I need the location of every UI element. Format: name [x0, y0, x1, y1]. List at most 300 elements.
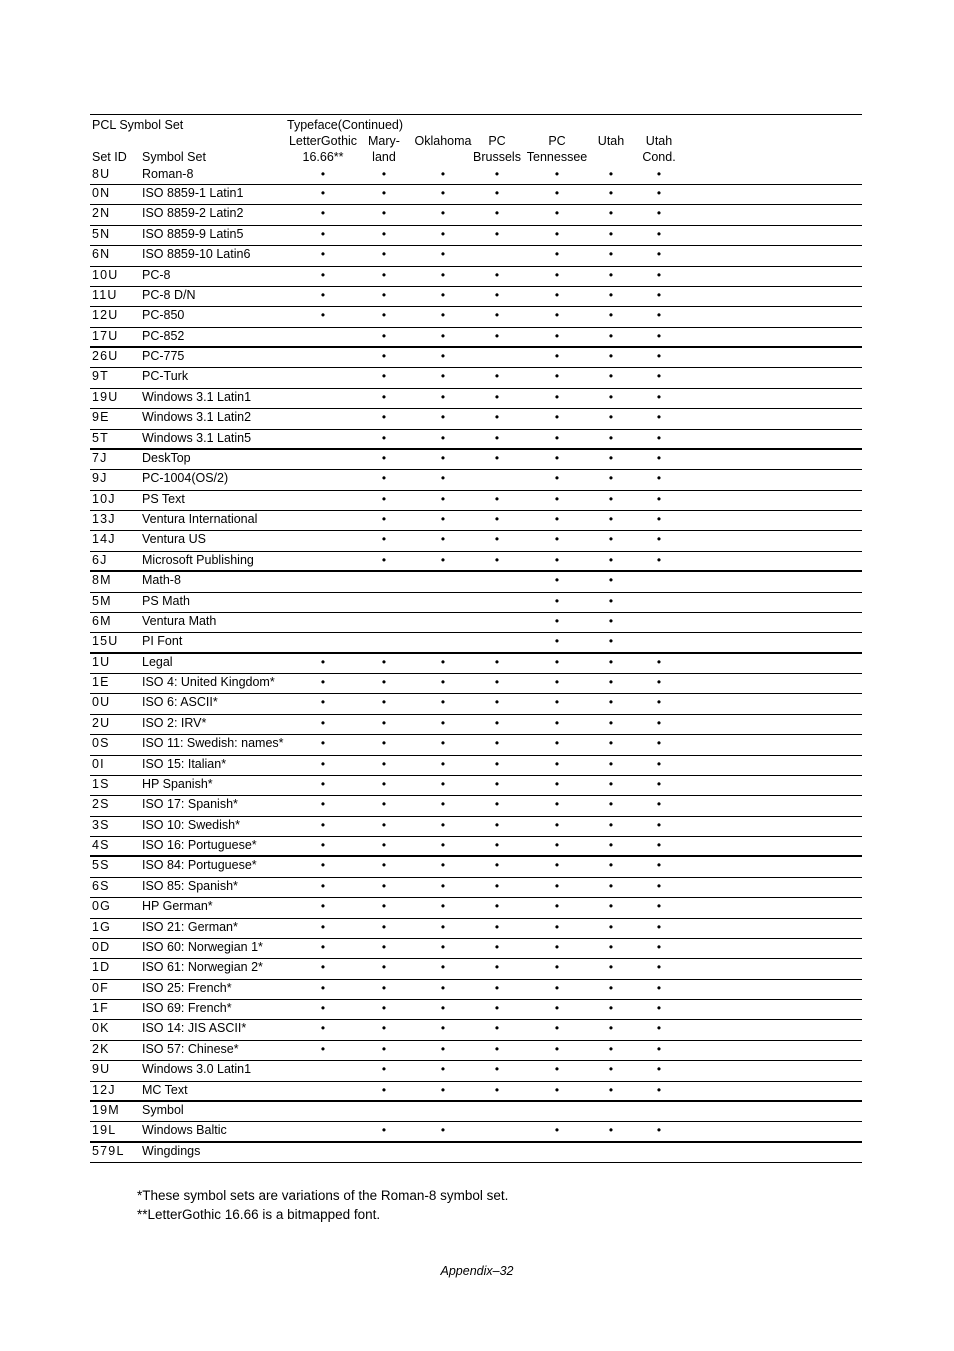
support-bullet-lettergothic: •	[320, 247, 326, 262]
symbol-set-cell: Windows 3.1 Latin5	[142, 430, 252, 445]
symbol-set-cell: Windows 3.1 Latin1	[142, 389, 252, 404]
symbol-set-cell: Microsoft Publishing	[142, 552, 254, 567]
support-bullet-utah: •	[608, 532, 614, 547]
symbol-set-cell: ISO 25: French*	[142, 980, 232, 995]
symbol-set-cell: Symbol	[142, 1102, 184, 1117]
support-bullet-pc-tennessee: •	[554, 328, 560, 343]
symbol-set-cell: PC-8	[142, 267, 171, 282]
support-bullet-maryland: •	[381, 675, 387, 689]
set-id-cell: 0F	[92, 980, 109, 995]
support-bullet-oklahoma: •	[440, 389, 446, 404]
footnote-lettergothic: **LetterGothic 16.66 is a bitmapped font.	[137, 1207, 381, 1222]
set-id-cell: 4S	[92, 838, 110, 852]
symbol-set-cell: DeskTop	[142, 450, 191, 465]
support-bullet-maryland: •	[381, 736, 387, 751]
support-bullet-pc-tennessee: •	[554, 1041, 560, 1056]
table-row	[90, 205, 862, 225]
symbol-set-cell: ISO 11: Swedish: names*	[142, 736, 284, 751]
footnote-roman8: *These symbol sets are variations of the Roman-8 symbol set.	[137, 1188, 509, 1203]
symbol-set-cell: Windows 3.1 Latin2	[142, 410, 252, 425]
table-row	[90, 817, 862, 837]
table-row	[90, 246, 862, 266]
support-bullet-oklahoma: •	[440, 797, 446, 812]
set-id-cell: 26U	[92, 349, 119, 363]
support-bullet-oklahoma: •	[440, 736, 446, 751]
table-row	[90, 1102, 862, 1122]
set-id-cell: 19L	[92, 1123, 117, 1138]
support-bullet-pc-brussels: •	[494, 450, 500, 465]
symbol-set-cell: PS Math	[142, 593, 190, 608]
support-bullet-maryland: •	[381, 267, 387, 282]
set-id-cell: 9T	[92, 369, 109, 384]
support-bullet-maryland: •	[381, 980, 387, 995]
support-bullet-utah: •	[608, 858, 614, 873]
support-bullet-utah: •	[608, 226, 614, 241]
set-id-cell: 8M	[92, 573, 112, 588]
support-bullet-maryland: •	[381, 328, 387, 343]
support-bullet-utah: •	[608, 491, 614, 506]
set-id-cell: 1F	[92, 1001, 109, 1015]
support-bullet-oklahoma: •	[440, 1041, 446, 1056]
symbol-set-cell: ISO 10: Swedish*	[142, 817, 240, 832]
symbol-set-cell: PS Text	[142, 491, 185, 506]
support-bullet-maryland: •	[381, 471, 387, 486]
support-bullet-oklahoma: •	[440, 247, 446, 262]
set-id-cell: 5M	[92, 593, 112, 608]
support-bullet-maryland: •	[381, 899, 387, 914]
support-bullet-utah-cond: •	[656, 1123, 662, 1138]
support-bullet-lettergothic: •	[320, 797, 326, 812]
symbol-set-cell: Ventura International	[142, 512, 258, 526]
set-id-cell: 1S	[92, 776, 110, 791]
symbol-set-cell: PC-850	[142, 308, 185, 323]
support-bullet-pc-brussels: •	[494, 899, 500, 914]
table-row	[90, 1000, 862, 1020]
col-header-pc-tennessee-sub: Tennessee	[526, 150, 588, 164]
set-id-cell: 0N	[92, 186, 111, 200]
support-bullet-utah-cond: •	[656, 695, 662, 710]
col-header-maryland-sub: land	[372, 150, 396, 164]
support-bullet-lettergothic: •	[320, 756, 326, 771]
support-bullet-utah: •	[608, 817, 614, 832]
support-bullet-utah-cond: •	[656, 532, 662, 547]
support-bullet-utah: •	[608, 980, 614, 995]
support-bullet-oklahoma: •	[440, 328, 446, 343]
support-bullet-lettergothic: •	[320, 695, 326, 710]
support-bullet-utah-cond: •	[656, 552, 662, 567]
support-bullet-utah-cond: •	[656, 186, 662, 200]
symbol-set-cell: Legal	[142, 654, 173, 669]
symbol-set-cell: ISO 14: JIS ASCII*	[142, 1021, 247, 1036]
set-id-cell: 12J	[92, 1082, 116, 1097]
support-bullet-pc-tennessee: •	[554, 756, 560, 771]
set-id-cell: 0I	[92, 756, 105, 771]
support-bullet-utah: •	[608, 878, 614, 893]
support-bullet-pc-brussels: •	[494, 410, 500, 425]
support-bullet-pc-brussels: •	[494, 715, 500, 730]
support-bullet-utah: •	[608, 634, 614, 649]
support-bullet-utah: •	[608, 389, 614, 404]
support-bullet-maryland: •	[381, 715, 387, 730]
col-header-utah: Utah	[597, 134, 625, 148]
set-id-cell: 0U	[92, 695, 111, 710]
table-row	[90, 898, 862, 918]
support-bullet-lettergothic: •	[320, 776, 326, 791]
symbol-set-cell: ISO 2: IRV*	[142, 715, 207, 730]
support-bullet-oklahoma: •	[440, 695, 446, 710]
support-bullet-pc-brussels: •	[494, 1062, 500, 1077]
support-bullet-pc-brussels: •	[494, 1001, 500, 1015]
support-bullet-utah: •	[608, 1041, 614, 1056]
set-id-cell: 2U	[92, 715, 111, 730]
set-id-cell: 10U	[92, 267, 119, 282]
support-bullet-maryland: •	[381, 1041, 387, 1056]
support-bullet-pc-brussels: •	[494, 756, 500, 771]
set-id-cell: 6J	[92, 552, 108, 567]
support-bullet-pc-brussels: •	[494, 1082, 500, 1097]
support-bullet-pc-tennessee: •	[554, 532, 560, 547]
support-bullet-pc-brussels: •	[494, 919, 500, 934]
table-row	[90, 470, 862, 490]
support-bullet-utah: •	[608, 349, 614, 363]
support-bullet-utah: •	[608, 736, 614, 751]
support-bullet-utah: •	[608, 430, 614, 445]
set-id-cell: 7J	[92, 450, 108, 465]
support-bullet-lettergothic: •	[320, 939, 326, 954]
support-bullet-oklahoma: •	[440, 167, 446, 181]
set-id-cell: 6N	[92, 247, 111, 262]
support-bullet-utah: •	[608, 167, 614, 181]
support-bullet-maryland: •	[381, 1001, 387, 1015]
support-bullet-lettergothic: •	[320, 960, 326, 975]
support-bullet-oklahoma: •	[440, 430, 446, 445]
symbol-set-cell: ISO 17: Spanish*	[142, 797, 238, 812]
support-bullet-pc-tennessee: •	[554, 186, 560, 200]
support-bullet-lettergothic: •	[320, 736, 326, 751]
set-id-cell: 12U	[92, 308, 119, 323]
support-bullet-utah: •	[608, 206, 614, 221]
symbol-set-cell: Ventura Math	[142, 613, 217, 628]
support-bullet-pc-tennessee: •	[554, 450, 560, 465]
support-bullet-maryland: •	[381, 654, 387, 669]
col-header-pc-tennessee: PC	[548, 134, 566, 148]
support-bullet-maryland: •	[381, 817, 387, 832]
symbol-set-table	[90, 166, 862, 1163]
table-row	[90, 633, 862, 653]
support-bullet-maryland: •	[381, 369, 387, 384]
table-row	[90, 857, 862, 877]
table-row	[90, 307, 862, 327]
support-bullet-pc-tennessee: •	[554, 776, 560, 791]
support-bullet-utah: •	[608, 267, 614, 282]
support-bullet-pc-tennessee: •	[554, 960, 560, 975]
support-bullet-maryland: •	[381, 308, 387, 323]
support-bullet-lettergothic: •	[320, 186, 326, 200]
set-id-cell: 2S	[92, 797, 110, 812]
support-bullet-utah: •	[608, 450, 614, 465]
symbol-set-cell: ISO 61: Norwegian 2*	[142, 960, 263, 975]
support-bullet-utah-cond: •	[656, 736, 662, 751]
table-row	[90, 878, 862, 898]
support-bullet-pc-tennessee: •	[554, 491, 560, 506]
support-bullet-lettergothic: •	[320, 267, 326, 282]
set-id-cell: 6S	[92, 878, 110, 893]
support-bullet-utah: •	[608, 756, 614, 771]
table-row	[90, 776, 862, 796]
support-bullet-maryland: •	[381, 247, 387, 262]
symbol-set-cell: ISO 85: Spanish*	[142, 878, 238, 893]
support-bullet-lettergothic: •	[320, 1001, 326, 1015]
symbol-set-cell: ISO 15: Italian*	[142, 756, 227, 771]
support-bullet-lettergothic: •	[320, 919, 326, 934]
support-bullet-pc-brussels: •	[494, 167, 500, 181]
support-bullet-lettergothic: •	[320, 287, 326, 302]
support-bullet-oklahoma: •	[440, 532, 446, 547]
table-row	[90, 1082, 862, 1102]
support-bullet-utah-cond: •	[656, 450, 662, 465]
symbol-set-cell: HP Spanish*	[142, 776, 213, 791]
support-bullet-utah-cond: •	[656, 491, 662, 506]
table-row	[90, 348, 862, 368]
table-row	[90, 166, 862, 185]
support-bullet-pc-brussels: •	[494, 980, 500, 995]
support-bullet-maryland: •	[381, 776, 387, 791]
support-bullet-oklahoma: •	[440, 450, 446, 465]
support-bullet-utah-cond: •	[656, 919, 662, 934]
support-bullet-utah: •	[608, 410, 614, 425]
support-bullet-utah-cond: •	[656, 899, 662, 914]
support-bullet-lettergothic: •	[320, 980, 326, 995]
symbol-set-cell: ISO 8859-1 Latin1	[142, 186, 244, 200]
set-id-cell: 11U	[92, 287, 118, 302]
support-bullet-lettergothic: •	[320, 1041, 326, 1056]
support-bullet-utah-cond: •	[656, 1021, 662, 1036]
symbol-set-cell: PI Font	[142, 634, 183, 649]
table-row	[90, 715, 862, 735]
support-bullet-maryland: •	[381, 410, 387, 425]
support-bullet-utah-cond: •	[656, 1082, 662, 1097]
support-bullet-pc-tennessee: •	[554, 471, 560, 486]
support-bullet-pc-tennessee: •	[554, 349, 560, 363]
support-bullet-utah: •	[608, 369, 614, 384]
table-row	[90, 1122, 862, 1142]
support-bullet-lettergothic: •	[320, 858, 326, 873]
support-bullet-utah: •	[608, 675, 614, 689]
support-bullet-utah-cond: •	[656, 1041, 662, 1056]
table-row	[90, 919, 862, 939]
support-bullet-utah-cond: •	[656, 369, 662, 384]
support-bullet-maryland: •	[381, 939, 387, 954]
support-bullet-utah-cond: •	[656, 287, 662, 302]
support-bullet-utah: •	[608, 1062, 614, 1077]
support-bullet-pc-brussels: •	[494, 654, 500, 669]
support-bullet-utah-cond: •	[656, 308, 662, 323]
symbol-set-cell: ISO 16: Portuguese*	[142, 838, 257, 852]
support-bullet-pc-brussels: •	[494, 552, 500, 567]
support-bullet-pc-tennessee: •	[554, 817, 560, 832]
support-bullet-pc-brussels: •	[494, 369, 500, 384]
support-bullet-oklahoma: •	[440, 1001, 446, 1015]
symbol-set-cell: Windows 3.0 Latin1	[142, 1062, 252, 1077]
support-bullet-pc-brussels: •	[494, 675, 500, 689]
col-header-utah-cond: Utah	[645, 134, 673, 148]
support-bullet-pc-tennessee: •	[554, 1123, 560, 1138]
table-row	[90, 939, 862, 959]
support-bullet-pc-tennessee: •	[554, 267, 560, 282]
support-bullet-utah: •	[608, 552, 614, 567]
support-bullet-oklahoma: •	[440, 654, 446, 669]
col-header-lettergothic: LetterGothic	[288, 134, 358, 148]
support-bullet-utah: •	[608, 695, 614, 710]
table-row	[90, 572, 862, 592]
table-row	[90, 226, 862, 246]
support-bullet-utah: •	[608, 715, 614, 730]
set-id-cell: 2K	[92, 1041, 110, 1056]
support-bullet-utah-cond: •	[656, 756, 662, 771]
support-bullet-pc-brussels: •	[494, 838, 500, 852]
support-bullet-pc-tennessee: •	[554, 167, 560, 181]
support-bullet-utah-cond: •	[656, 960, 662, 975]
support-bullet-pc-tennessee: •	[554, 939, 560, 954]
support-bullet-pc-brussels: •	[494, 858, 500, 873]
support-bullet-lettergothic: •	[320, 167, 326, 181]
support-bullet-utah-cond: •	[656, 328, 662, 343]
symbol-set-cell: PC-1004(OS/2)	[142, 471, 229, 486]
support-bullet-utah: •	[608, 593, 614, 608]
support-bullet-utah-cond: •	[656, 939, 662, 954]
support-bullet-lettergothic: •	[320, 308, 326, 323]
set-id-header: Set ID	[92, 150, 127, 164]
set-id-cell: 0D	[92, 939, 111, 954]
support-bullet-oklahoma: •	[440, 1062, 446, 1077]
support-bullet-maryland: •	[381, 389, 387, 404]
set-id-cell: 13J	[92, 512, 116, 526]
symbol-set-cell: PC-8 D/N	[142, 287, 196, 302]
symbol-set-cell: Wingdings	[142, 1143, 201, 1158]
support-bullet-pc-tennessee: •	[554, 1062, 560, 1077]
support-bullet-oklahoma: •	[440, 919, 446, 934]
support-bullet-maryland: •	[381, 512, 387, 526]
support-bullet-oklahoma: •	[440, 980, 446, 995]
support-bullet-oklahoma: •	[440, 1123, 446, 1138]
support-bullet-utah: •	[608, 899, 614, 914]
symbol-set-cell: ISO 60: Norwegian 1*	[142, 939, 263, 954]
support-bullet-pc-brussels: •	[494, 287, 500, 302]
support-bullet-utah-cond: •	[656, 715, 662, 730]
set-id-cell: 0G	[92, 899, 112, 914]
support-bullet-utah: •	[608, 838, 614, 852]
support-bullet-pc-brussels: •	[494, 491, 500, 506]
col-header-oklahoma: Oklahoma	[414, 134, 472, 148]
set-id-cell: 9E	[92, 410, 110, 425]
set-id-cell: 5T	[92, 430, 109, 445]
support-bullet-maryland: •	[381, 919, 387, 934]
support-bullet-oklahoma: •	[440, 776, 446, 791]
table-row	[90, 1061, 862, 1081]
support-bullet-pc-tennessee: •	[554, 593, 560, 608]
support-bullet-oklahoma: •	[440, 512, 446, 526]
set-id-cell: 0S	[92, 736, 110, 751]
support-bullet-maryland: •	[381, 287, 387, 302]
support-bullet-oklahoma: •	[440, 878, 446, 893]
support-bullet-oklahoma: •	[440, 675, 446, 689]
support-bullet-pc-brussels: •	[494, 430, 500, 445]
support-bullet-oklahoma: •	[440, 369, 446, 384]
support-bullet-utah: •	[608, 919, 614, 934]
table-row	[90, 450, 862, 470]
set-id-cell: 5N	[92, 226, 111, 241]
support-bullet-lettergothic: •	[320, 817, 326, 832]
support-bullet-maryland: •	[381, 797, 387, 812]
support-bullet-utah-cond: •	[656, 980, 662, 995]
set-id-cell: 14J	[92, 532, 116, 547]
symbol-set-cell: ISO 8859-2 Latin2	[142, 206, 244, 221]
support-bullet-pc-tennessee: •	[554, 675, 560, 689]
support-bullet-pc-tennessee: •	[554, 878, 560, 893]
support-bullet-oklahoma: •	[440, 308, 446, 323]
support-bullet-utah-cond: •	[656, 654, 662, 669]
support-bullet-utah-cond: •	[656, 389, 662, 404]
support-bullet-maryland: •	[381, 450, 387, 465]
support-bullet-utah: •	[608, 308, 614, 323]
support-bullet-utah-cond: •	[656, 410, 662, 425]
support-bullet-maryland: •	[381, 838, 387, 852]
support-bullet-lettergothic: •	[320, 715, 326, 730]
support-bullet-lettergothic: •	[320, 878, 326, 893]
col-header-lettergothic-sub: 16.66**	[302, 150, 344, 164]
table-row	[90, 185, 862, 205]
support-bullet-oklahoma: •	[440, 756, 446, 771]
support-bullet-utah-cond: •	[656, 675, 662, 689]
symbol-set-cell: Math-8	[142, 573, 181, 588]
symbol-set-cell: Roman-8	[142, 167, 194, 181]
support-bullet-oklahoma: •	[440, 960, 446, 975]
table-row	[90, 552, 862, 572]
symbol-set-cell: ISO 84: Portuguese*	[142, 858, 257, 873]
support-bullet-maryland: •	[381, 960, 387, 975]
support-bullet-oklahoma: •	[440, 838, 446, 852]
table-row	[90, 796, 862, 816]
table-row	[90, 980, 862, 1000]
support-bullet-utah-cond: •	[656, 1001, 662, 1015]
support-bullet-pc-brussels: •	[494, 389, 500, 404]
support-bullet-maryland: •	[381, 167, 387, 181]
support-bullet-utah-cond: •	[656, 167, 662, 181]
support-bullet-oklahoma: •	[440, 226, 446, 241]
set-id-cell: 10J	[92, 491, 116, 506]
support-bullet-oklahoma: •	[440, 899, 446, 914]
support-bullet-pc-tennessee: •	[554, 919, 560, 934]
col-header-maryland: Mary-	[368, 134, 400, 148]
symbol-set-cell: ISO 8859-9 Latin5	[142, 226, 244, 241]
support-bullet-oklahoma: •	[440, 206, 446, 221]
support-bullet-maryland: •	[381, 858, 387, 873]
support-bullet-maryland: •	[381, 349, 387, 363]
support-bullet-lettergothic: •	[320, 899, 326, 914]
support-bullet-utah-cond: •	[656, 838, 662, 852]
support-bullet-pc-tennessee: •	[554, 654, 560, 669]
support-bullet-pc-brussels: •	[494, 1041, 500, 1056]
support-bullet-pc-brussels: •	[494, 817, 500, 832]
support-bullet-utah-cond: •	[656, 206, 662, 221]
support-bullet-oklahoma: •	[440, 410, 446, 425]
support-bullet-utah-cond: •	[656, 878, 662, 893]
support-bullet-oklahoma: •	[440, 287, 446, 302]
support-bullet-maryland: •	[381, 430, 387, 445]
set-id-cell: 9U	[92, 1062, 111, 1077]
symbol-set-cell: ISO 4: United Kingdom*	[142, 675, 275, 689]
support-bullet-maryland: •	[381, 756, 387, 771]
